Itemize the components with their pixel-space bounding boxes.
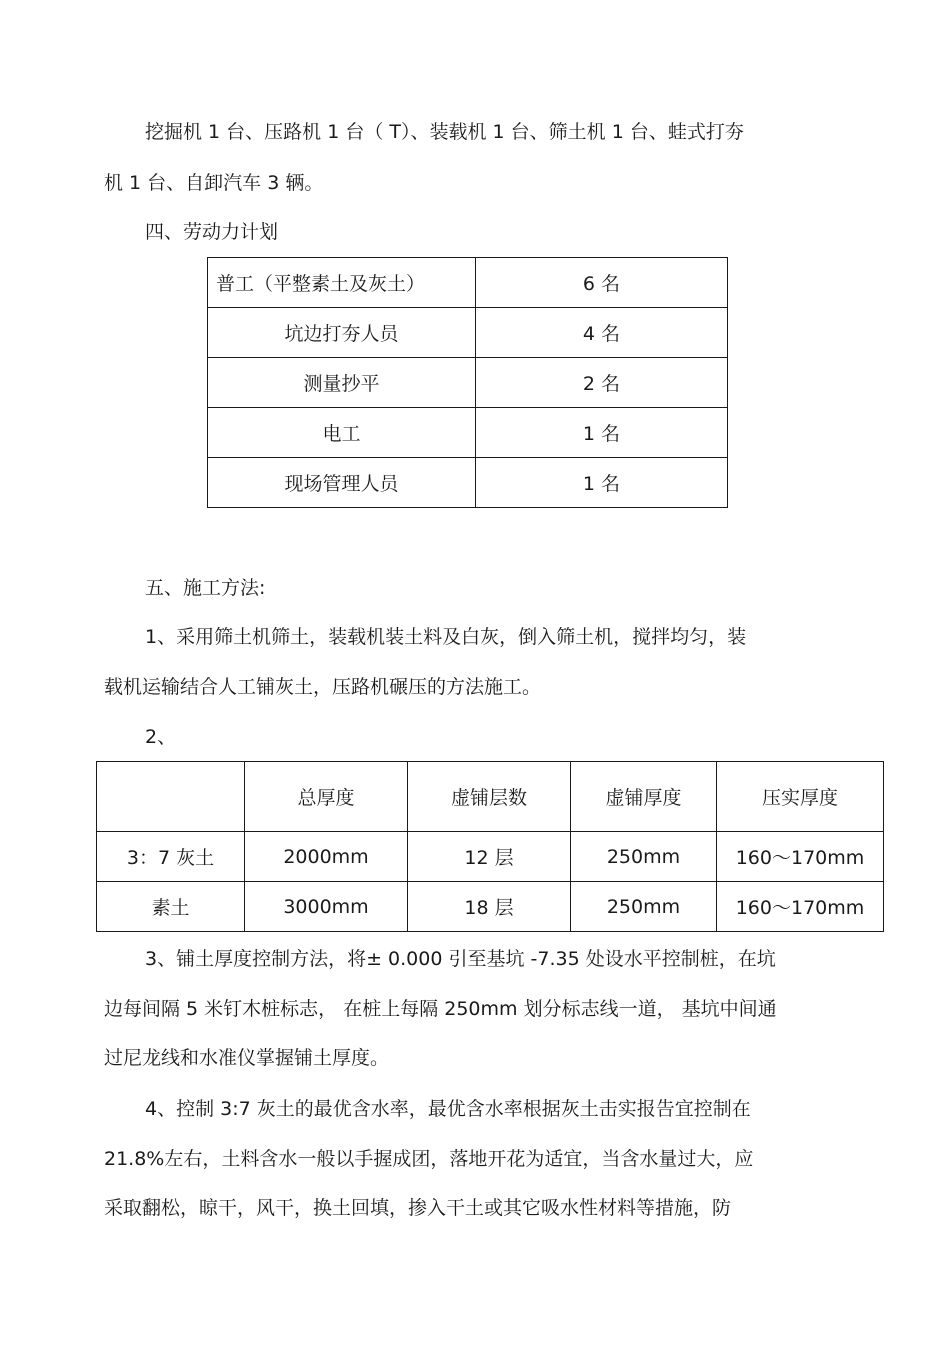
- method-item-4-line-2: 21.8%左右，土料含水一般以手握成团，落地开花为适宜，当含水量过大，应: [104, 1148, 754, 1170]
- section-4-heading: 四、劳动力计划: [145, 221, 279, 243]
- table-row: [208, 258, 728, 308]
- table-header-row: [97, 762, 884, 832]
- method-item-3-line-1: 3、铺土厚度控制方法，将± 0.000 引至基坑 -7.35 处设水平控制桩，在坑: [145, 948, 776, 970]
- table-row: [208, 358, 728, 408]
- role-cell: 坑边打夯人员: [208, 308, 476, 358]
- table-row: [208, 308, 728, 358]
- header-cell: 虚铺厚度: [571, 762, 717, 832]
- count-cell: 2 名: [476, 358, 728, 408]
- table-cell: 250mm: [571, 832, 717, 882]
- equipment-line-2: 机 1 台、自卸汽车 3 辆。: [104, 172, 324, 194]
- material-cell: 素土: [97, 882, 245, 932]
- role-cell: 测量抄平: [208, 358, 476, 408]
- count-cell: 4 名: [476, 308, 728, 358]
- count-cell: 6 名: [476, 258, 728, 308]
- table-row: [97, 882, 884, 932]
- role-cell: 普工（平整素土及灰土）: [208, 258, 476, 308]
- header-cell: [97, 762, 245, 832]
- method-item-3-line-2: 边每间隔 5 米钉木桩标志， 在桩上每隔 250mm 划分标志线一道， 基坑中间通: [104, 998, 777, 1020]
- table-cell: 250mm: [571, 882, 717, 932]
- table-row: [208, 458, 728, 508]
- table-cell: 3000mm: [245, 882, 408, 932]
- section-5-heading: 五、施工方法:: [145, 577, 266, 599]
- header-cell: 压实厚度: [717, 762, 884, 832]
- count-cell: 1 名: [476, 408, 728, 458]
- method-item-1-line-2: 载机运输结合人工铺灰土，压路机碾压的方法施工。: [104, 676, 542, 698]
- count-cell: 1 名: [476, 458, 728, 508]
- table-cell: 18 层: [408, 882, 571, 932]
- header-cell: 总厚度: [245, 762, 408, 832]
- labor-plan-table: [207, 257, 728, 508]
- table-cell: 160～170mm: [717, 832, 884, 882]
- method-item-1-line-1: 1、采用筛土机筛土，装载机装土料及白灰，倒入筛土机，搅拌均匀，装: [145, 626, 747, 648]
- material-cell: 3：7 灰土: [97, 832, 245, 882]
- table-cell: 2000mm: [245, 832, 408, 882]
- method-item-4-line-3: 采取翻松，晾干，风干，换土回填，掺入干土或其它吸水性材料等措施，防: [104, 1197, 732, 1219]
- header-cell: 虚铺层数: [408, 762, 571, 832]
- method-item-4-line-1: 4、控制 3:7 灰土的最优含水率，最优含水率根据灰土击实报告宜控制在: [145, 1098, 751, 1120]
- table-cell: 12 层: [408, 832, 571, 882]
- method-item-3-line-3: 过尼龙线和水准仪掌握铺土厚度。: [104, 1047, 390, 1069]
- table-row: [97, 832, 884, 882]
- role-cell: 现场管理人员: [208, 458, 476, 508]
- table-cell: 160～170mm: [717, 882, 884, 932]
- equipment-line-1: 挖掘机 1 台、压路机 1 台（ T）、装载机 1 台、筛土机 1 台、蛙式打夯: [145, 121, 744, 143]
- method-item-2: 2、: [145, 726, 177, 748]
- layer-thickness-table: [96, 761, 884, 932]
- role-cell: 电工: [208, 408, 476, 458]
- table-row: [208, 408, 728, 458]
